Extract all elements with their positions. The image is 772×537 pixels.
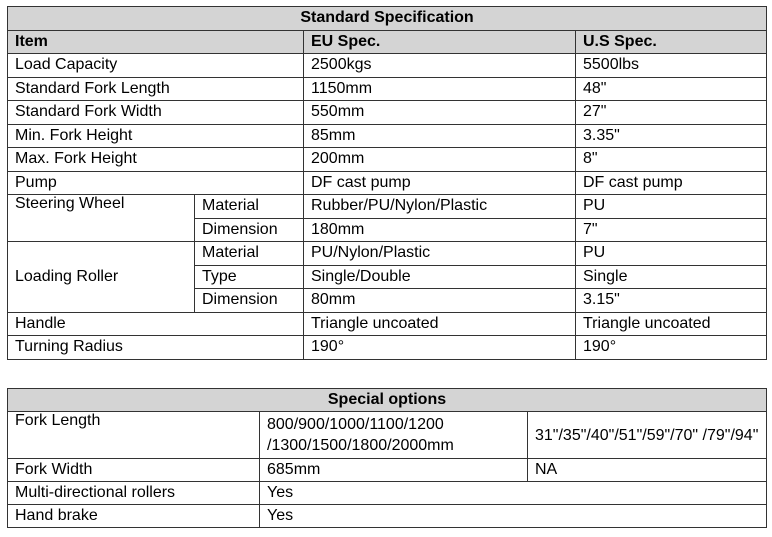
eu-value: 80mm — [304, 289, 576, 313]
row-label: Loading Roller — [8, 242, 195, 313]
special-options-title: Special options — [8, 389, 767, 412]
eu-value: 2500kgs — [304, 54, 576, 78]
eu-value: 85mm — [304, 124, 576, 148]
table-row — [8, 148, 767, 172]
sub-label: Material — [195, 242, 304, 266]
row-label: Multi-directional rollers — [8, 482, 260, 505]
header-us: U.S Spec. — [576, 30, 767, 54]
table-title-row — [8, 7, 767, 31]
us-value: Triangle uncoated — [576, 312, 767, 336]
table-row — [8, 54, 767, 78]
us-value: PU — [576, 195, 767, 219]
eu-value: Triangle uncoated — [304, 312, 576, 336]
sub-label: Dimension — [195, 289, 304, 313]
table-row — [8, 505, 767, 528]
table-row — [8, 412, 767, 459]
us-value: 31"/35"/40"/51"/59"/70" /79"/94" — [528, 412, 767, 459]
eu-value: 550mm — [304, 101, 576, 125]
table-row — [8, 101, 767, 125]
us-value: 48" — [576, 77, 767, 101]
eu-value: Yes — [260, 482, 767, 505]
header-row — [8, 30, 767, 54]
row-label: Fork Length — [8, 412, 260, 459]
eu-value: 190° — [304, 336, 576, 360]
us-value: DF cast pump — [576, 171, 767, 195]
us-value: 190° — [576, 336, 767, 360]
us-value: NA — [528, 459, 767, 482]
us-value: 3.35" — [576, 124, 767, 148]
table-row — [8, 312, 767, 336]
eu-value: Yes — [260, 505, 767, 528]
us-value: 3.15" — [576, 289, 767, 313]
table-title-row — [8, 389, 767, 412]
eu-value: 180mm — [304, 218, 576, 242]
sub-label: Material — [195, 195, 304, 219]
us-value: 7" — [576, 218, 767, 242]
table-row — [8, 336, 767, 360]
us-value: Single — [576, 265, 767, 289]
standard-spec-title: Standard Specification — [8, 7, 767, 31]
row-label: Max. Fork Height — [8, 148, 304, 172]
table-row — [8, 171, 767, 195]
eu-value: 800/900/1000/1100/1200 /1300/1500/1800/2000mm — [260, 412, 528, 459]
row-label: Load Capacity — [8, 54, 304, 78]
eu-value: 1150mm — [304, 77, 576, 101]
sub-label: Dimension — [195, 218, 304, 242]
row-label: Steering Wheel — [8, 195, 195, 242]
table-row — [8, 482, 767, 505]
eu-value: Rubber/PU/Nylon/Plastic — [304, 195, 576, 219]
table-row — [8, 195, 767, 219]
special-options-table — [7, 388, 767, 528]
eu-value: 200mm — [304, 148, 576, 172]
table-row — [8, 124, 767, 148]
header-item: Item — [8, 30, 304, 54]
row-label: Fork Width — [8, 459, 260, 482]
row-label: Hand brake — [8, 505, 260, 528]
row-label: Min. Fork Height — [8, 124, 304, 148]
row-label: Standard Fork Length — [8, 77, 304, 101]
eu-value: PU/Nylon/Plastic — [304, 242, 576, 266]
us-value: 8" — [576, 148, 767, 172]
row-label: Turning Radius — [8, 336, 304, 360]
us-value: 5500lbs — [576, 54, 767, 78]
sub-label: Type — [195, 265, 304, 289]
table-row — [8, 77, 767, 101]
header-eu: EU Spec. — [304, 30, 576, 54]
row-label: Handle — [8, 312, 304, 336]
eu-value: DF cast pump — [304, 171, 576, 195]
standard-spec-table — [7, 6, 767, 360]
table-row — [8, 242, 767, 266]
row-label: Pump — [8, 171, 304, 195]
row-label: Standard Fork Width — [8, 101, 304, 125]
eu-value: 685mm — [260, 459, 528, 482]
eu-value: Single/Double — [304, 265, 576, 289]
table-row — [8, 459, 767, 482]
us-value: 27" — [576, 101, 767, 125]
us-value: PU — [576, 242, 767, 266]
